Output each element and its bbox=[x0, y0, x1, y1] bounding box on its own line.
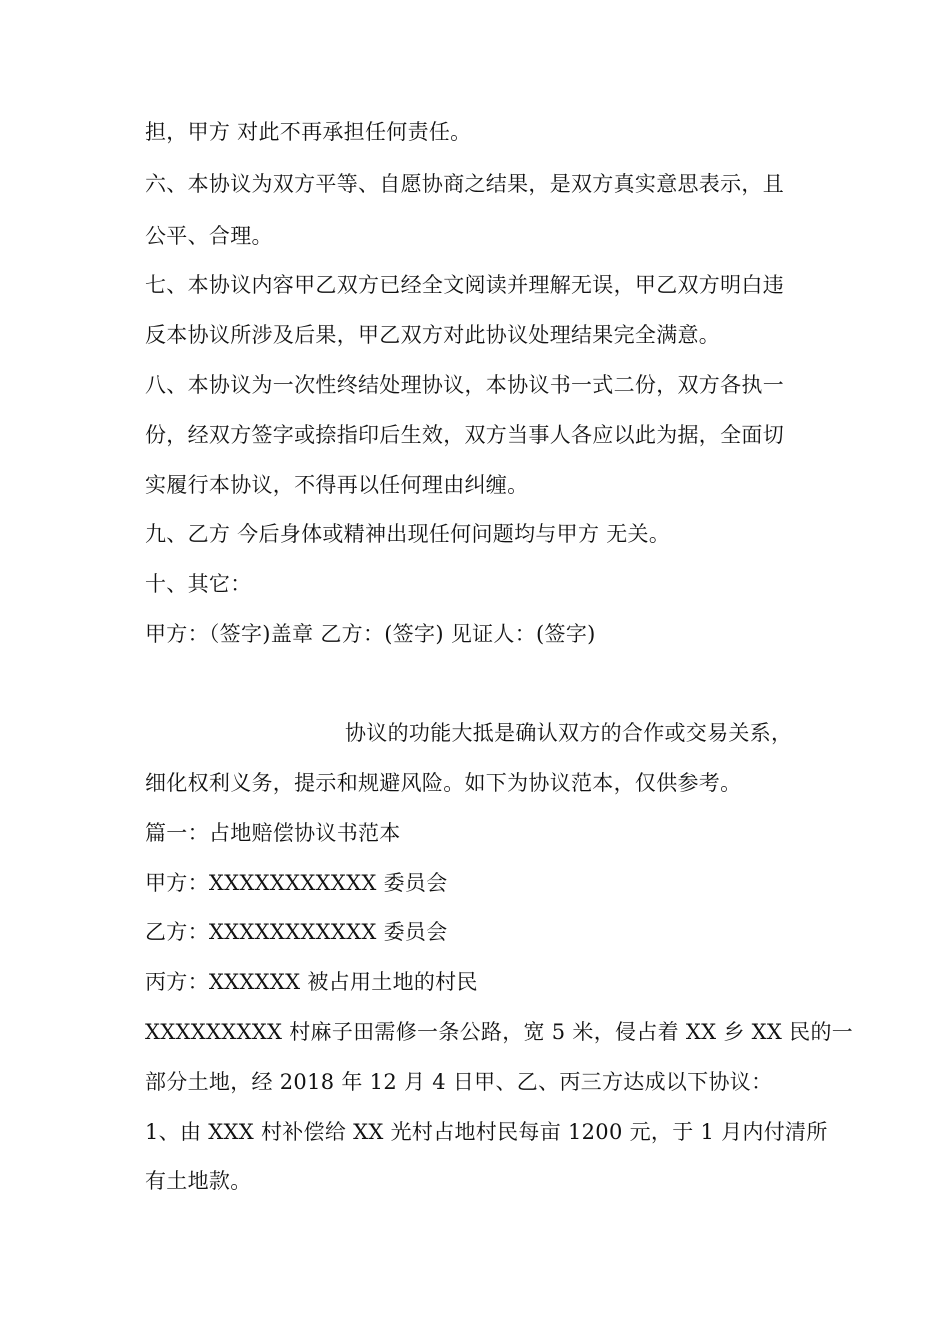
paragraph-line: 实履行本协议，不得再以任何理由纠缠。 bbox=[145, 473, 529, 497]
section-title: 篇一：占地赔偿协议书范本 bbox=[145, 821, 401, 845]
party-c-line: 丙方：XXXXXX 被占用土地的村民 bbox=[145, 970, 478, 994]
paragraph-line: 细化权利义务，提示和规避风险。如下为协议范本，仅供参考。 bbox=[145, 771, 742, 795]
paragraph-line: 十、其它： bbox=[145, 572, 252, 596]
paragraph-line: 九、乙方 今后身体或精神出现任何问题均与甲方 无关。 bbox=[145, 522, 671, 546]
paragraph-line: 部分土地，经 2018 年 12 月 4 日甲、乙、丙三方达成以下协议： bbox=[145, 1070, 773, 1094]
party-b-line: 乙方：XXXXXXXXXXX 委员会 bbox=[145, 920, 448, 944]
paragraph-line: 担，甲方 对此不再承担任何责任。 bbox=[145, 120, 472, 144]
paragraph-line: 份，经双方签字或捺指印后生效，双方当事人各应以此为据，全面切 bbox=[145, 423, 784, 447]
signature-line: 甲方：（签字)盖章 乙方：(签字) 见证人：(签字) bbox=[145, 622, 596, 646]
paragraph-line: 1、由 XXX 村补偿给 XX 光村占地村民每亩 1200 元，于 1 月内付清所 bbox=[145, 1120, 828, 1144]
paragraph-line: 反本协议所涉及后果，甲乙双方对此协议处理结果完全满意。 bbox=[145, 323, 721, 347]
paragraph-line: XXXXXXXXX 村麻子田需修一条公路，宽 5 米，侵占着 XX 乡 XX 民的一 bbox=[145, 1020, 854, 1044]
party-a-line: 甲方：XXXXXXXXXXX 委员会 bbox=[145, 871, 448, 895]
paragraph-line: 协议的功能大抵是确认双方的合作或交易关系， bbox=[345, 721, 793, 745]
paragraph-line: 六、本协议为双方平等、自愿协商之结果，是双方真实意思表示，且 bbox=[145, 172, 784, 196]
paragraph-line: 公平、合理。 bbox=[145, 224, 273, 248]
paragraph-line: 有土地款。 bbox=[145, 1169, 252, 1193]
paragraph-line: 八、本协议为一次性终结处理协议，本协议书一式二份，双方各执一 bbox=[145, 373, 784, 397]
paragraph-line: 七、本协议内容甲乙双方已经全文阅读并理解无误，甲乙双方明白违 bbox=[145, 273, 784, 297]
